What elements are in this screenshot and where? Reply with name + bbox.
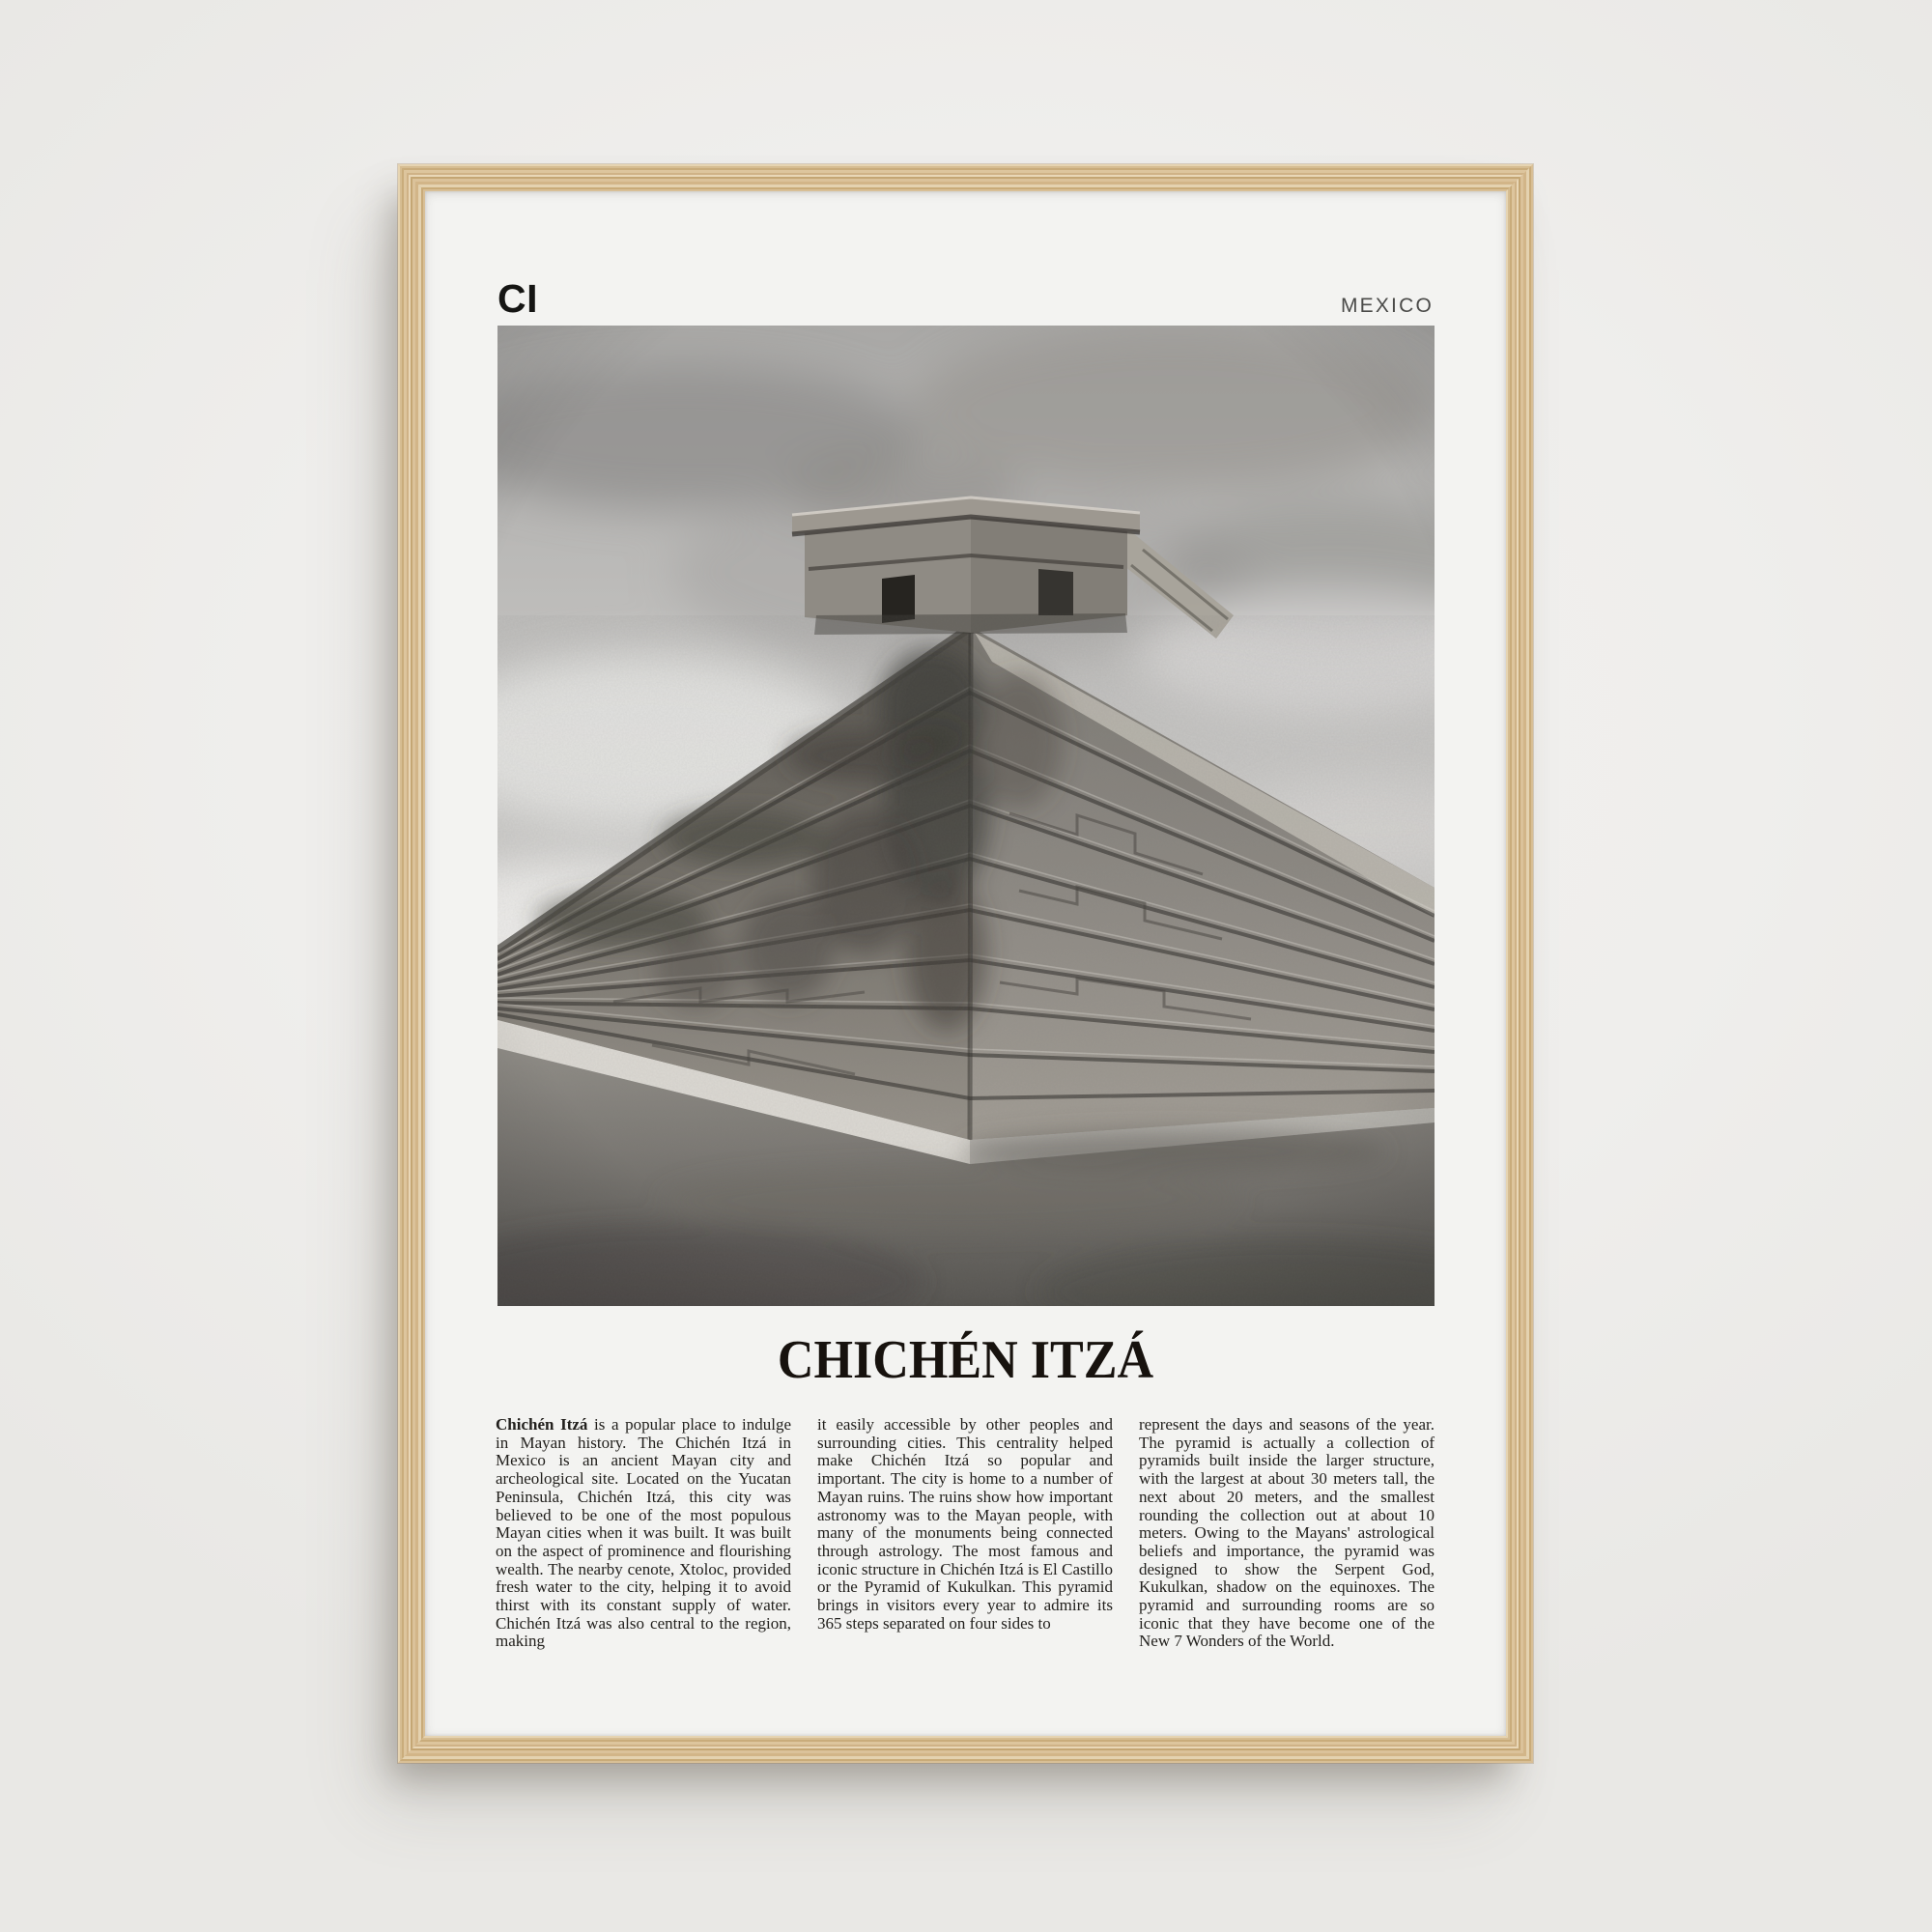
poster-country-label: MEXICO (1340, 295, 1434, 317)
body-column-1 (496, 1416, 791, 1651)
poster-title: CHICHÉN ITZÁ (777, 1330, 1154, 1390)
frame-left-rail (398, 164, 425, 1763)
poster-body-text (496, 1416, 1435, 1651)
poster-paper (425, 191, 1506, 1736)
frame-bottom-rail (398, 1736, 1533, 1763)
wooden-picture-frame (398, 164, 1533, 1763)
body-lead-in: Chichén Itzá (496, 1415, 588, 1434)
poster-header (497, 276, 1434, 322)
poster-initials: CI (497, 276, 538, 321)
body-column-2: it easily accessible by other peoples and surrounding cities. This centrality helped make Chichén Itzá so popular and important. The city is home to a number of Mayan ruins. The ruins show how important astronomy was to the Mayan people, with many of the monuments being connected through astrology. The most famous and iconic structure in Chichén Itzá is El Castillo or the Pyramid of Kukulkan. This pyramid brings in visitors every year to admire its 365 steps separated on four sides to (817, 1415, 1113, 1633)
frame-top-rail (398, 164, 1533, 191)
frame-right-rail (1506, 164, 1533, 1763)
photo-vignette (497, 326, 1435, 1306)
body-column-1-text: is a popular place to indulge in Mayan history. The Chichén Itzá in Mexico is an ancient Mayan city and archeological site. Located on the Yucatan Peninsula, Chichén Itzá, this city was believed to be one of the most populous Mayan cities when it was built. It was built on the aspect of prominence and flourishing wealth. The nearby cenote, Xtoloc, provided fresh water to the city, helping it to avoid thirst with its constant supply of water. Chichén Itzá was also central to the region, making (496, 1415, 792, 1651)
body-column-3: represent the days and seasons of the year. The pyramid is actually a collection of pyramids built inside the larger structure, with the largest at about 30 meters tall, the next about 20 meters, and the smallest rounding the collection out at about 10 meters. Owing to the Mayans' astrological beliefs and importance, the pyramid was designed to show the Serpent God, Kukulkan, shadow on the equinoxes. The pyramid and surrounding rooms are so iconic that they have become one of the New 7 Wonders of the World. (1139, 1415, 1435, 1651)
pyramid-photo (497, 326, 1435, 1306)
pyramid-photo-art (497, 326, 1435, 1306)
